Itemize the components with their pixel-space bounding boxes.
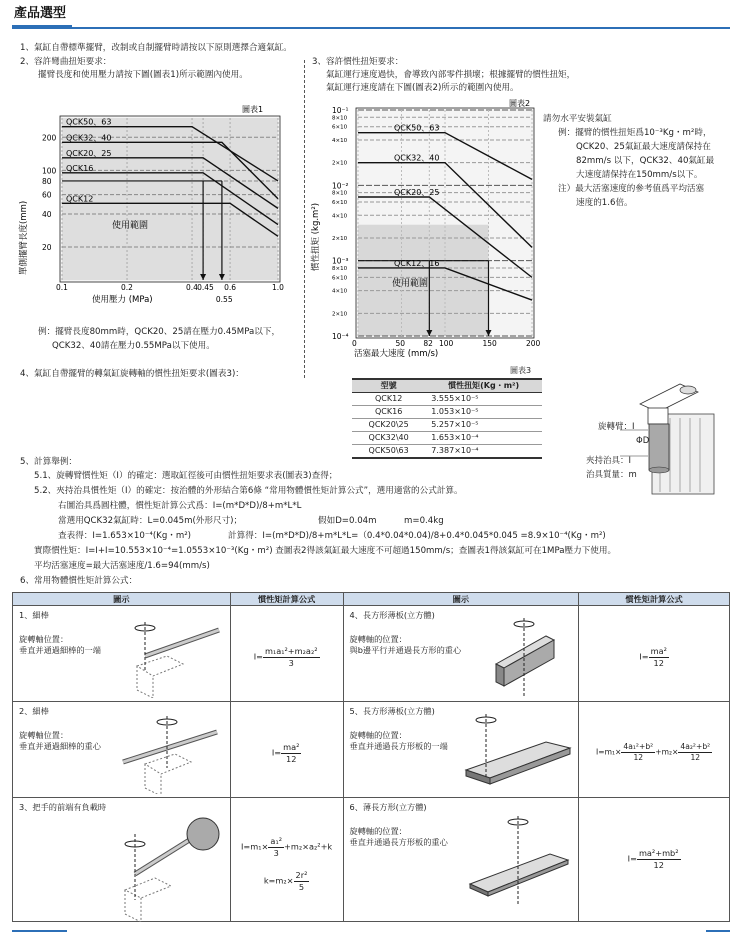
chart2-minor-label: 8×10 (332, 265, 348, 272)
cell6-title: 6、薄長方形(立方體) (349, 802, 427, 812)
footer-rule-right (706, 930, 730, 932)
calc-54b: 假如D=0.04m (318, 516, 377, 526)
table3-model-cell: QCK50\63 (352, 445, 425, 459)
chart1-xtick: 0.4 (186, 283, 198, 292)
chart2-xlabel: 活塞最大速度 (mm/s) (354, 349, 439, 359)
col-figure-2: 圖示 (343, 593, 579, 606)
table3-label: 圖表3 (510, 366, 532, 375)
cell5-sub: 旋轉軸的位置： 垂直并通過長方形板的一端 (349, 730, 448, 752)
note-ex4: 大速度請保持在150mm/s以下。 (576, 170, 703, 180)
plate-end-drawing (456, 708, 576, 794)
section4-heading: 4、氣缸自帶擺臂的轉氣缸旋轉軸的慣性扭矩要求(圖表3)： (20, 369, 244, 379)
chart2-xtick: 50 (395, 339, 406, 348)
fig-cell-2 (13, 702, 231, 798)
chart2-ytick: 10⁻² (332, 181, 349, 191)
chart2-series-label: QCK20、25 (394, 188, 440, 198)
formula-cell-3 (230, 798, 343, 922)
table3-col-inertia: 慣性扭矩(Kg・m²) (425, 379, 542, 393)
chart1-ytick: 60 (42, 190, 52, 200)
chart2-minor-label: 4×10 (332, 213, 348, 220)
rod-center-drawing (113, 708, 227, 794)
chart2-minor-label: 2×10 (332, 311, 348, 318)
chart2-series-label: QCK12、16 (394, 258, 440, 268)
chart2-ytick: 10⁻⁴ (332, 332, 349, 341)
formula-5: I=m₁× $\frac{\text{4a₁²+b²}}{12}$ +m₂× $\frac{\text{4a₂²+b²}}{12}$ (595, 742, 711, 762)
chart2-minor-label: 4×10 (332, 288, 348, 295)
calc-57: 平均活塞速度=最大活塞速度/1.6=94(mm/s) (34, 561, 210, 571)
section3-desc1: 氣缸運行速度過快，會導致內部零件損壞；根據擺臂的慣性扭矩， (326, 70, 576, 80)
calc-54c: m=0.4kg (404, 516, 444, 526)
chart2-minor-label: 8×10 (332, 115, 348, 122)
chart1-xtick: 1.0 (272, 283, 284, 292)
chart1-ytick: 80 (42, 176, 52, 186)
formula-6: I= $\frac{\text{ma²+mb²}}{12}$ (627, 848, 679, 870)
formula-cell-6 (579, 798, 730, 922)
note-ex1: 例：擺臂的慣性扭矩爲10⁻³Kg・m²時， (558, 128, 712, 138)
chart2-minor-label: 6×10 (332, 200, 348, 207)
table3-row (352, 432, 542, 445)
cell6-sub: 旋轉軸的位置： 垂直并通過長方形板的重心 (349, 826, 448, 848)
note-n1: 注）最大活塞速度的參考值爲平均活塞 (558, 184, 705, 194)
chart1-ytick: 20 (42, 242, 52, 252)
fig-label-phi: ΦD (636, 436, 650, 446)
chart2-minor-label: 4×10 (332, 137, 348, 144)
col-figure-1: 圖示 (13, 593, 231, 606)
chart1-series-label: QCK32、40 (66, 133, 112, 143)
plate-center-drawing (462, 612, 576, 698)
note-title: 請勿水平安裝氣缸 (543, 114, 612, 124)
example-line1: 例：擺臂長度80mm時，QCK20、25請在壓力0.45MPa以下， (38, 327, 281, 337)
formula-cell-2 (230, 702, 343, 798)
table3-row (352, 445, 542, 459)
table3-value-cell: 1.053×10⁻⁵ (425, 406, 542, 419)
chart1-xlabel: 使用壓力 (MPa) (92, 295, 153, 305)
chart2-ylabel: 慣性扭矩 (kg.m²) (311, 202, 321, 271)
chart2-minor-label: 2×10 (332, 160, 348, 167)
calc-51: 5.1、旋轉臂慣性矩（I）的確定：選取缸徑後可由慣性扭矩要求表(圖表3)查得； (34, 471, 338, 481)
cell5-title: 5、長方形薄板(立方體) (349, 706, 435, 716)
calc-54a: 當選用QCK32氣缸時：L=0.045m(外形尺寸)； (58, 516, 243, 526)
chart2-series-label: QCK32、40 (394, 153, 440, 163)
chart2-minor-label: 8×10 (332, 190, 348, 197)
chart2-xtick: 0 (352, 339, 357, 348)
section2-desc: 擺臂長度和使用壓力請按下圖(圖表1)所示範圍內使用。 (38, 70, 248, 80)
chart2-series-label: QCK50、63 (394, 123, 440, 133)
table3-row (352, 393, 542, 406)
chart1-series-label: QCK16 (66, 163, 94, 173)
fig-cell-5 (343, 702, 579, 798)
rod-end-drawing (123, 612, 227, 698)
formula-2: I= $\frac{\text{ma²}}{12}$ (271, 742, 300, 764)
table3-row (352, 419, 542, 432)
cell4-title: 4、長方形薄板(立方體) (349, 610, 435, 620)
fig-cell-4 (343, 606, 579, 702)
formula-cell-1 (230, 606, 343, 702)
chart2-minor-label: 6×10 (332, 124, 348, 131)
chart1-xtick: 0.6 (224, 283, 237, 292)
calc-55b: 計算得：I=(m*D*D)/8+m*L*L=（0.4*0.04*0.04)/8+0.4*0.045*0.045 =8.9×10⁻⁴(Kg・m²) (228, 531, 606, 541)
col-formula-2: 慣性矩計算公式 (579, 593, 730, 606)
table3-col-model: 型號 (352, 379, 425, 393)
section5-heading: 5、計算舉例： (20, 457, 78, 467)
fig-cell-6 (343, 798, 579, 922)
table3-value-cell: 1.653×10⁻⁴ (425, 432, 542, 445)
table3-model-cell: QCK20\25 (352, 419, 425, 432)
cell4-sub: 旋轉軸的位置： 與b邊平行并通過長方形的重心 (349, 634, 462, 656)
chart1-ytick: 200 (42, 133, 57, 143)
section2-heading: 2、容許彎曲扭矩要求： (20, 57, 112, 67)
chart2-minor-label: 2×10 (332, 235, 348, 242)
calc-56: 實際慣性矩：I=I+I=10.553×10⁻⁴=1.0553×10⁻³(Kg・m²) 查圖表2得該氣缸最大速度不可超過150mm/s；查圖表1得該氣缸可在1MPa壓力下使用。 (34, 546, 617, 556)
chart1 (12, 100, 297, 310)
title-accent (12, 25, 72, 29)
table3-row (352, 406, 542, 419)
note-ex3: 82mm/s 以下，QCK32、40氣缸最 (576, 156, 715, 166)
chart2-ytick: 10⁻³ (332, 256, 349, 266)
fig-label-fixture: 夾持治具：I (586, 456, 632, 466)
chart1-xtick: 0.45 (197, 283, 214, 292)
table3-model-cell: QCK12 (352, 393, 425, 406)
chart1-region-label: 使用範圍 (112, 221, 149, 231)
formula-4: I= $\frac{\text{ma²}}{12}$ (639, 646, 667, 668)
chart1-xtick: 0.1 (56, 283, 68, 292)
col-formula-1: 慣性矩計算公式 (230, 593, 343, 606)
table3-model-cell: QCK16 (352, 406, 425, 419)
note-n2: 速度的1.6倍。 (576, 198, 633, 208)
cell3-title: 3、把手的前端有負載時 (19, 802, 107, 812)
fig-cell-1 (13, 606, 231, 702)
fig-cell-3 (13, 798, 231, 922)
chart2-xtick: 100 (439, 339, 454, 348)
section1-text: 1、氣缸自帶標準擺臂，改制或自制擺臂時請按以下原則選擇合適氣缸。 (20, 43, 292, 53)
section3-desc2: 氣缸運行速度請在下圖(圖表2)所示的範圍內使用。 (326, 83, 519, 93)
chart1-ytick: 40 (42, 209, 52, 219)
chart1-series-label: QCK12 (66, 194, 94, 204)
calc-55a: 查表得：I=1.653×10⁻⁴(Kg・m²) (58, 531, 192, 541)
formula-cell-4 (579, 606, 730, 702)
chart2-region-label: 使用範圍 (392, 279, 429, 289)
formula-cell-5 (579, 702, 730, 798)
chart1-series-label: QCK20、25 (66, 148, 112, 158)
chart2-title: 圖表2 (509, 99, 531, 108)
cell1-sub: 旋轉軸位置： 垂直并通過細棒的一端 (19, 634, 101, 656)
table3 (352, 378, 542, 459)
chart1-series-label: QCK50、63 (66, 117, 112, 127)
page-title: 產品選型 (14, 6, 67, 21)
chart2-xtick: 200 (526, 339, 541, 348)
cell1-title: 1、細棒 (19, 610, 49, 620)
section3-heading: 3、容許慣性扭矩要求： (312, 57, 404, 67)
footer-rule-left (12, 930, 67, 932)
formula-3k: k=m₂× $\frac{\text{2r²}}{5}$ (263, 870, 308, 892)
chart2 (304, 96, 544, 364)
table3-value-cell: 5.257×10⁻⁵ (425, 419, 542, 432)
fig-label-weight: 治具質量：m (586, 470, 637, 480)
chart1-title: 圖表1 (242, 105, 264, 114)
chart1-xtick-extra: 0.55 (215, 295, 233, 304)
table3-value-cell: 7.387×10⁻⁴ (425, 445, 542, 459)
table3-value-cell: 3.555×10⁻⁵ (425, 393, 542, 406)
fig-label-arm: 旋轉臂：I (598, 422, 635, 432)
handle-load-drawing (113, 804, 227, 922)
formula-table (12, 592, 730, 922)
chart2-ytick: 10⁻¹ (332, 106, 349, 115)
chart2-minor-label: 6×10 (332, 275, 348, 282)
chart1-ylabel: 單側擺臂長度(mm) (19, 200, 29, 275)
thin-plate-drawing (456, 804, 576, 918)
formula-1: I= $\frac{\text{m₁a₁²+m₂a₂²}}{3}$ (253, 646, 318, 668)
chart2-xtick: 150 (482, 339, 497, 348)
cell2-sub: 旋轉軸位置： 垂直并通過細棒的重心 (19, 730, 101, 752)
section6-heading: 6、常用物體慣性矩計算公式： (20, 576, 138, 586)
title-divider (12, 27, 730, 29)
example-line2: QCK32、40請在壓力0.55MPa以下使用。 (52, 341, 215, 351)
calc-52: 5.2、夾持治具慣性矩（I）的確定：按治體的外形結合第6條 “常用物體慣性矩計算公式”，選用適當的公式計算。 (34, 486, 463, 496)
formula-3: I=m₁× $\frac{\text{a₁²}}{3}$ +m₂×a₂²+k (241, 836, 333, 858)
chart1-xtick: 0.2 (121, 283, 133, 292)
chart1-ytick: 100 (42, 166, 57, 176)
calc-53: 右圖治具爲圓柱體，慣性矩計算公式爲：I=(m*D*D)/8+m*L*L (58, 501, 302, 511)
note-ex2: QCK20、25氣缸最大速度請保持在 (576, 142, 711, 152)
chart2-xtick: 82 (423, 339, 433, 348)
table3-model-cell: QCK32\40 (352, 432, 425, 445)
cell2-title: 2、細棒 (19, 706, 49, 716)
